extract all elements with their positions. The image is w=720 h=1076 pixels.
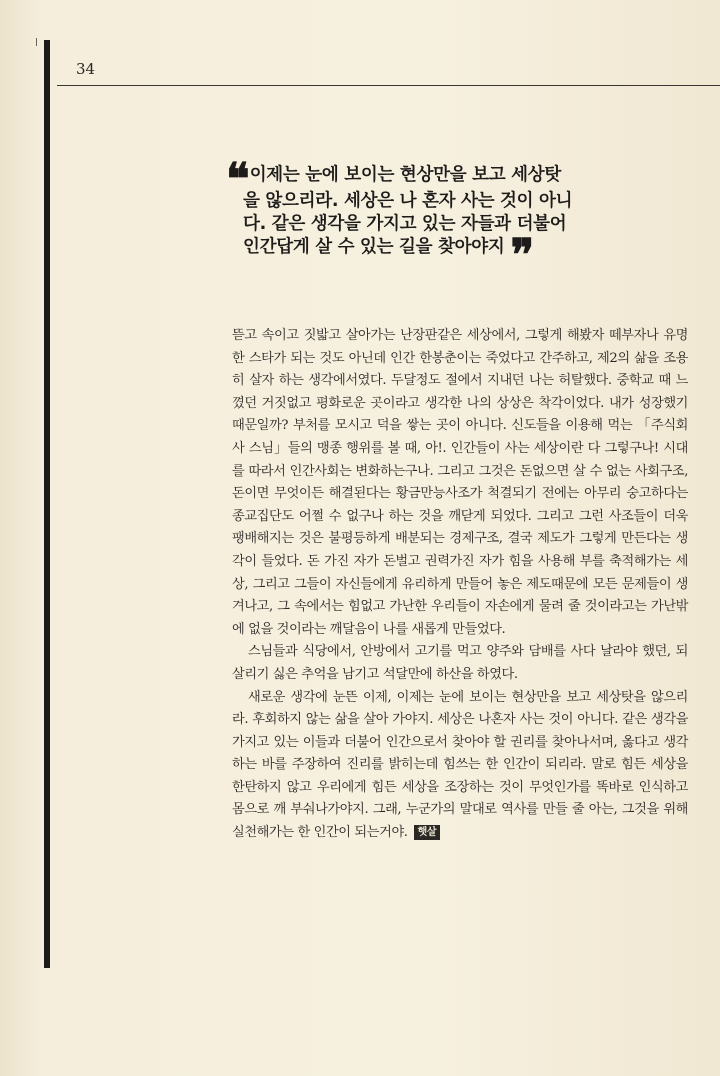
body-paragraph-last (232, 687, 688, 845)
article-body (232, 325, 688, 845)
left-margin-rule (44, 40, 50, 968)
close-quote-icon: ❞ (510, 230, 529, 281)
pull-quote-text: 인간답게 살 수 있는 길을 찾아야지 (243, 237, 505, 257)
body-paragraph: 스님들과 식당에서, 안방에서 고기를 먹고 양주와 담배를 사다 날라야 했던, 되살리기 싫은 추억을 남기고 석달만에 하산을 하였다. (232, 644, 688, 682)
margin-tick (36, 38, 37, 46)
pull-quote-text: 을 않으리라. 세상은 나 혼자 사는 것이 아니 (243, 191, 573, 211)
open-quote-icon: ❝ (226, 154, 244, 205)
pull-quote-line (226, 190, 606, 213)
end-badge: 햇살 (414, 825, 441, 840)
body-paragraph-text: 새로운 생각에 눈뜬 이제, 이제는 눈에 보이는 현상만을 보고 세상탓을 않으리라. 후회하지 않는 삶을 살아 가야지. 세상은 나혼자 사는 것이 아니다. 같은 생각을 가지고 있는 이들과 더불어 인간으로서 찾아야 할 권리를 찾아나서며, 옳다고 생각하는 바를 주장하여 진리를 밝히는데 힘쓰는 한 인간이 되리라. 말로 힘든 세상을 한탄하지 않고 우리에게 힘든 세상을 조장하는 것이 무엇인가를 똑바로 인식하고 몸으로 깨 부숴나가야지. 그래, 누군가의 말대로 역사를 만들 줄 아는, 그것을 위해 실천해가는 한 인간이 되는거야. (232, 689, 688, 841)
pull-quote-text: 이제는 눈에 보이는 현상만을 보고 세상탓 (249, 165, 561, 185)
body-paragraph: 뜯고 속이고 짓밟고 살아가는 난장판같은 세상에서, 그렇게 해봤자 떼부자나 유명한 스타가 되는 것도 아닌데 인간 한봉춘이는 죽었다고 간주하고, 제2의 삶을 조용히 살자 하는 생각에서였다. 두달정도 절에서 지내던 나는 허탈했다. 중학교 때 느꼈던 거짓없고 평화로운 곳이라고 생각한 나의 상상은 착각이었다. 내가 성장했기 때문일까? 부처를 모시고 덕을 쌓는 곳이 아니다. 신도들을 이용해 먹는 「주식회사 스님」들의 맹종 행위를 볼 때, 아!. 인간들이 사는 세상이란 다 그렇구나! 시대를 따라서 인간사회는 변화하는구나. 그리고 그것은 돈없으면 살 수 없는 사회구조, 돈이면 무엇이든 해결된다는 황금만능사조가 척결되기 전에는 아무리 숭고하다는 종교집단도 어쩔 수 없구나 하는 것을 깨닫게 되었다. 그리고 그런 사조들이 더욱 팽배해지는 것은 불평등하게 배분되는 경제구조, 결국 제도가 그렇게 만든다는 생각이 들었다. 돈 가진 자가 돈벌고 권력가진 자가 힘을 사용해 부를 축적해가는 세상, 그리고 그들이 자신들에게 유리하게 만들어 놓은 제도때문에 모든 문제들이 생겨나고, 그 속에서는 힘없고 가난한 우리들이 자손에게 물려 줄 것이라고는 가난밖에 없을 것이라는 깨달음이 나를 새롭게 만들었다. (232, 328, 688, 637)
pull-quote-text: 다. 같은 생각을 가지고 있는 자들과 더불어 (243, 214, 567, 234)
page-number: 34 (76, 60, 96, 78)
header-rule (57, 85, 720, 86)
pull-quote-line (226, 230, 606, 281)
pull-quote (226, 154, 606, 281)
pull-quote-line (226, 213, 606, 236)
